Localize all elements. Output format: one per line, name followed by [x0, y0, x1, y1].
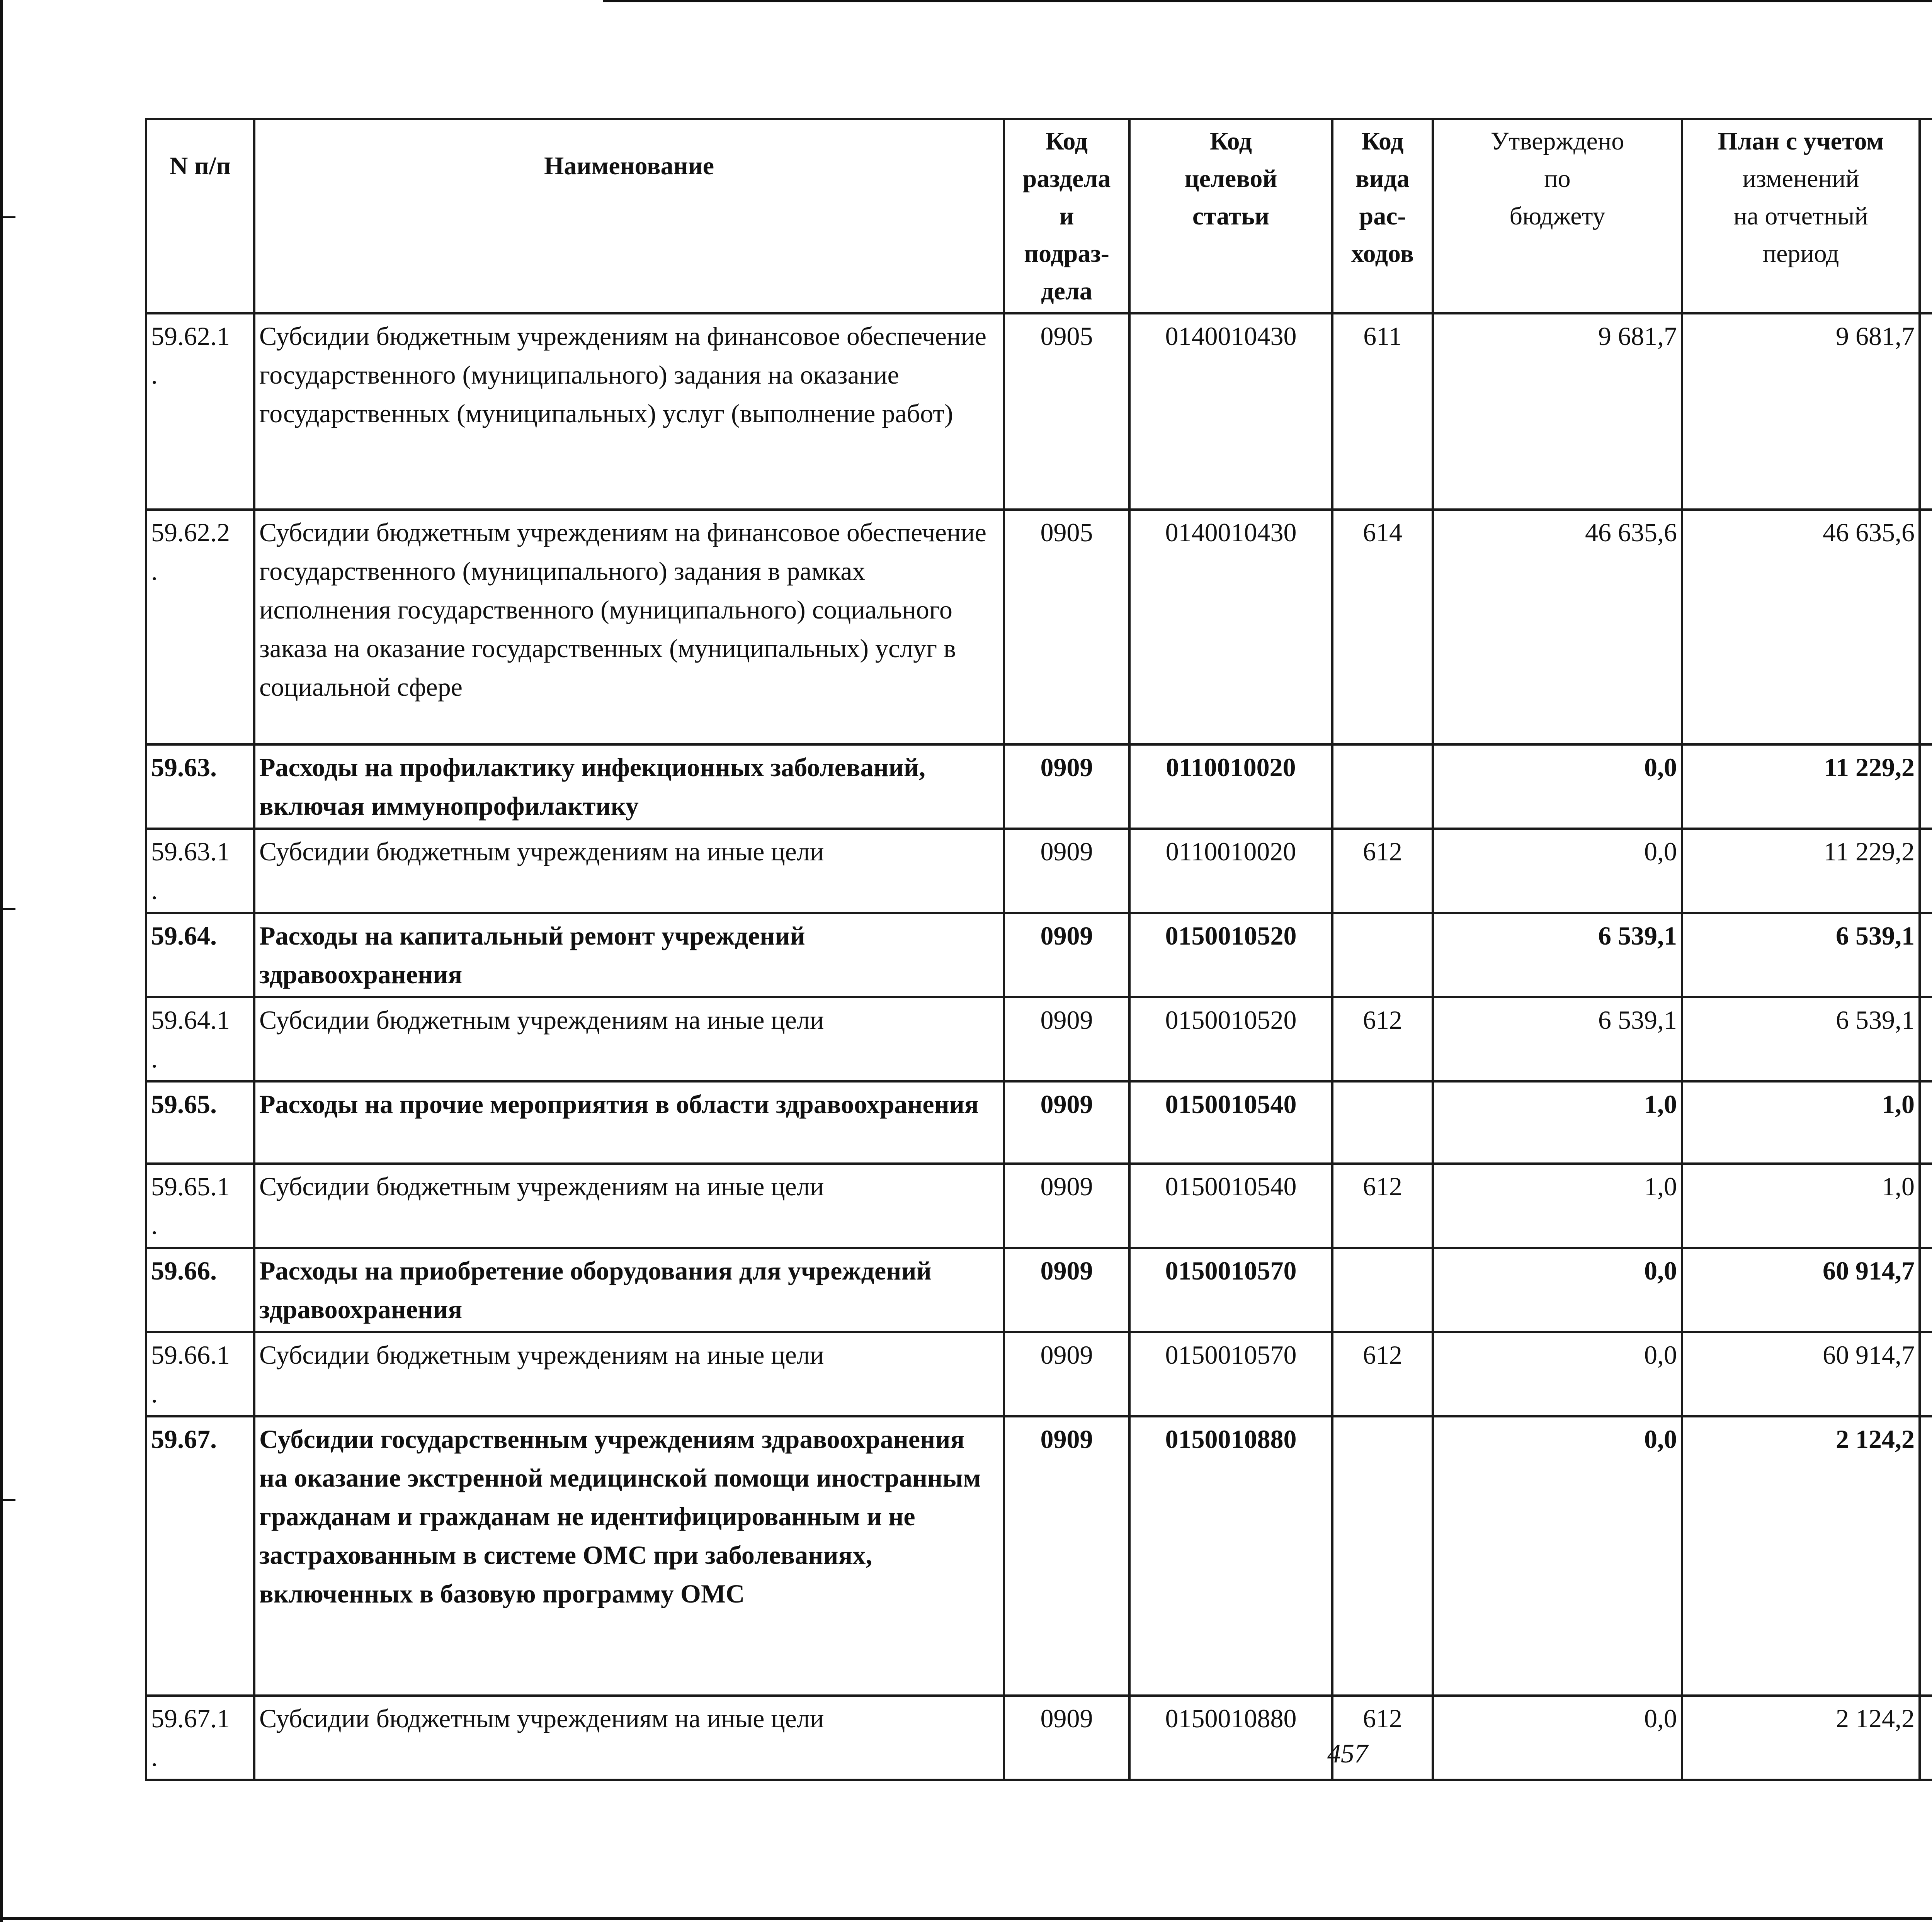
table-row [146, 997, 1932, 1081]
col-header-plan: План с учетом изменений на отчетный период [1682, 119, 1920, 313]
col-header-executed [1920, 119, 1932, 313]
cell-target-code: 0150010880 [1129, 1696, 1332, 1780]
table-row [146, 313, 1932, 510]
cell-approved: 0,0 [1433, 1416, 1682, 1696]
cell-section-code: 0909 [1004, 1081, 1129, 1164]
cell-name: Расходы на профилактику инфекционных заболеваний, включая иммунопрофилактику [254, 744, 1004, 829]
scan-edge-left [0, 0, 3, 1922]
cell-target-code: 0150010570 [1129, 1332, 1332, 1416]
cell-executed [1920, 744, 1932, 829]
cell-section-code: 0909 [1004, 913, 1129, 997]
table-body [146, 313, 1932, 1780]
cell-name: Субсидии бюджетным учреждениям на иные цели [254, 997, 1004, 1081]
cell-plan: 60 914,7 [1682, 1332, 1920, 1416]
cell-section-code: 0909 [1004, 1332, 1129, 1416]
cell-num: 59.65. [146, 1081, 254, 1164]
cell-executed [1920, 1248, 1932, 1332]
cell-num: 59.62.1 . [146, 313, 254, 510]
cell-approved: 1,0 [1433, 1081, 1682, 1164]
scan-tick-left-3 [0, 1499, 15, 1501]
table-row [146, 913, 1932, 997]
cell-num: 59.62.2 . [146, 510, 254, 744]
cell-target-code: 0140010430 [1129, 313, 1332, 510]
col-header-name: Наименование [254, 119, 1004, 313]
cell-section-code: 0909 [1004, 744, 1129, 829]
cell-name: Субсидии бюджетным учреждениям на иные цели [254, 1696, 1004, 1780]
cell-num: 59.64.1 . [146, 997, 254, 1081]
cell-approved: 1,0 [1433, 1164, 1682, 1248]
cell-expense-type: 611 [1332, 313, 1433, 510]
col-header-target-code: Код целевой статьи [1129, 119, 1332, 313]
cell-executed [1920, 313, 1932, 510]
cell-approved: 6 539,1 [1433, 913, 1682, 997]
cell-approved: 0,0 [1433, 1248, 1682, 1332]
cell-approved: 0,0 [1433, 744, 1682, 829]
cell-name: Расходы на прочие мероприятия в области здравоохранения [254, 1081, 1004, 1164]
cell-plan: 2 124,2 [1682, 1416, 1920, 1696]
cell-target-code: 0150010540 [1129, 1081, 1332, 1164]
cell-name: Субсидии бюджетным учреждениям на иные цели [254, 1332, 1004, 1416]
cell-name: Расходы на приобретение оборудования для учреждений здравоохранения [254, 1248, 1004, 1332]
scan-edge-bottom [0, 1917, 1932, 1920]
cell-executed [1920, 913, 1932, 997]
cell-section-code: 0909 [1004, 1248, 1129, 1332]
cell-plan: 6 539,1 [1682, 997, 1920, 1081]
cell-plan: 9 681,7 [1682, 313, 1920, 510]
cell-approved: 46 635,6 [1433, 510, 1682, 744]
table-row [146, 829, 1932, 913]
cell-section-code: 0909 [1004, 1696, 1129, 1780]
table-row [146, 1248, 1932, 1332]
budget-table-wrapper [145, 118, 1932, 1781]
col-header-section-code: Код раздела и подраз- дела [1004, 119, 1129, 313]
cell-executed [1920, 1416, 1932, 1696]
cell-target-code: 0150010880 [1129, 1416, 1332, 1696]
col-header-num: N п/п [146, 119, 254, 313]
cell-num: 59.67. [146, 1416, 254, 1696]
cell-plan: 11 229,2 [1682, 744, 1920, 829]
page-number: 457 [1327, 1739, 1368, 1769]
budget-execution-table [145, 118, 1932, 1781]
cell-plan: 60 914,7 [1682, 1248, 1920, 1332]
cell-approved: 0,0 [1433, 1696, 1682, 1780]
cell-num: 59.66.1 . [146, 1332, 254, 1416]
cell-plan: 1,0 [1682, 1164, 1920, 1248]
cell-expense-type: 612 [1332, 1164, 1433, 1248]
cell-executed [1920, 997, 1932, 1081]
cell-target-code: 0110010020 [1129, 829, 1332, 913]
cell-name: Расходы на капитальный ремонт учреждений здравоохранения [254, 913, 1004, 997]
cell-executed [1920, 829, 1932, 913]
cell-name: Субсидии бюджетным учреждениям на финансовое обеспечение государственного (муниципального) задания на оказание государственных (муниципальных) услуг (выполнение работ) [254, 313, 1004, 510]
cell-name: Субсидии бюджетным учреждениям на иные цели [254, 829, 1004, 913]
col-header-approved: Утверждено по бюджету [1433, 119, 1682, 313]
cell-executed [1920, 510, 1932, 744]
scan-tick-left-1 [0, 216, 15, 218]
cell-num: 59.65.1 . [146, 1164, 254, 1248]
cell-plan: 1,0 [1682, 1081, 1920, 1164]
table-row [146, 1416, 1932, 1696]
cell-executed [1920, 1081, 1932, 1164]
cell-approved: 6 539,1 [1433, 997, 1682, 1081]
header-row-1 [146, 119, 1932, 158]
cell-approved: 9 681,7 [1433, 313, 1682, 510]
cell-expense-type [1332, 1416, 1433, 1696]
cell-target-code: 0110010020 [1129, 744, 1332, 829]
scan-tick-left-2 [0, 908, 15, 910]
cell-plan: 46 635,6 [1682, 510, 1920, 744]
table-row [146, 1081, 1932, 1164]
cell-target-code: 0150010540 [1129, 1164, 1332, 1248]
cell-expense-type: 614 [1332, 510, 1433, 744]
cell-num: 59.64. [146, 913, 254, 997]
cell-target-code: 0140010430 [1129, 510, 1332, 744]
cell-section-code: 0909 [1004, 1164, 1129, 1248]
cell-expense-type: 612 [1332, 1332, 1433, 1416]
cell-name: Субсидии бюджетным учреждениям на иные цели [254, 1164, 1004, 1248]
cell-target-code: 0150010520 [1129, 997, 1332, 1081]
cell-expense-type: 612 [1332, 997, 1433, 1081]
cell-num: 59.63. [146, 744, 254, 829]
cell-target-code: 0150010520 [1129, 913, 1332, 997]
cell-target-code: 0150010570 [1129, 1248, 1332, 1332]
cell-plan: 11 229,2 [1682, 829, 1920, 913]
cell-section-code: 0909 [1004, 997, 1129, 1081]
cell-section-code: 0909 [1004, 1416, 1129, 1696]
cell-plan: 2 124,2 [1682, 1696, 1920, 1780]
cell-name: Субсидии государственным учреждениям здравоохранения на оказание экстренной медицинской помощи иностранным гражданам и гражданам не идентифицированным и не застрахованным в системе ОМС при заболеваниях, включенных в базовую программу ОМС [254, 1416, 1004, 1696]
cell-expense-type [1332, 1248, 1433, 1332]
cell-section-code: 0909 [1004, 829, 1129, 913]
cell-plan: 6 539,1 [1682, 913, 1920, 997]
table-row [146, 1332, 1932, 1416]
cell-num: 59.67.1 . [146, 1696, 254, 1780]
table-row [146, 510, 1932, 744]
col-header-expense-type: Код вида рас- ходов [1332, 119, 1433, 313]
cell-name: Субсидии бюджетным учреждениям на финансовое обеспечение государственного (муниципального) задания в рамках исполнения государственного (муниципального) социального заказа на оказание государственных (муниципальных) услуг в социальной сфере [254, 510, 1004, 744]
cell-expense-type [1332, 1081, 1433, 1164]
cell-num: 59.63.1 . [146, 829, 254, 913]
cell-expense-type [1332, 744, 1433, 829]
cell-approved: 0,0 [1433, 829, 1682, 913]
cell-section-code: 0905 [1004, 510, 1129, 744]
cell-num: 59.66. [146, 1248, 254, 1332]
cell-expense-type: 612 [1332, 829, 1433, 913]
table-row [146, 744, 1932, 829]
cell-section-code: 0905 [1004, 313, 1129, 510]
cell-expense-type [1332, 913, 1433, 997]
cell-executed [1920, 1164, 1932, 1248]
cell-executed [1920, 1332, 1932, 1416]
table-row [146, 1164, 1932, 1248]
cell-approved: 0,0 [1433, 1332, 1682, 1416]
prev-page-line [603, 0, 1932, 2]
cell-expense-type: 612 [1332, 1696, 1433, 1780]
